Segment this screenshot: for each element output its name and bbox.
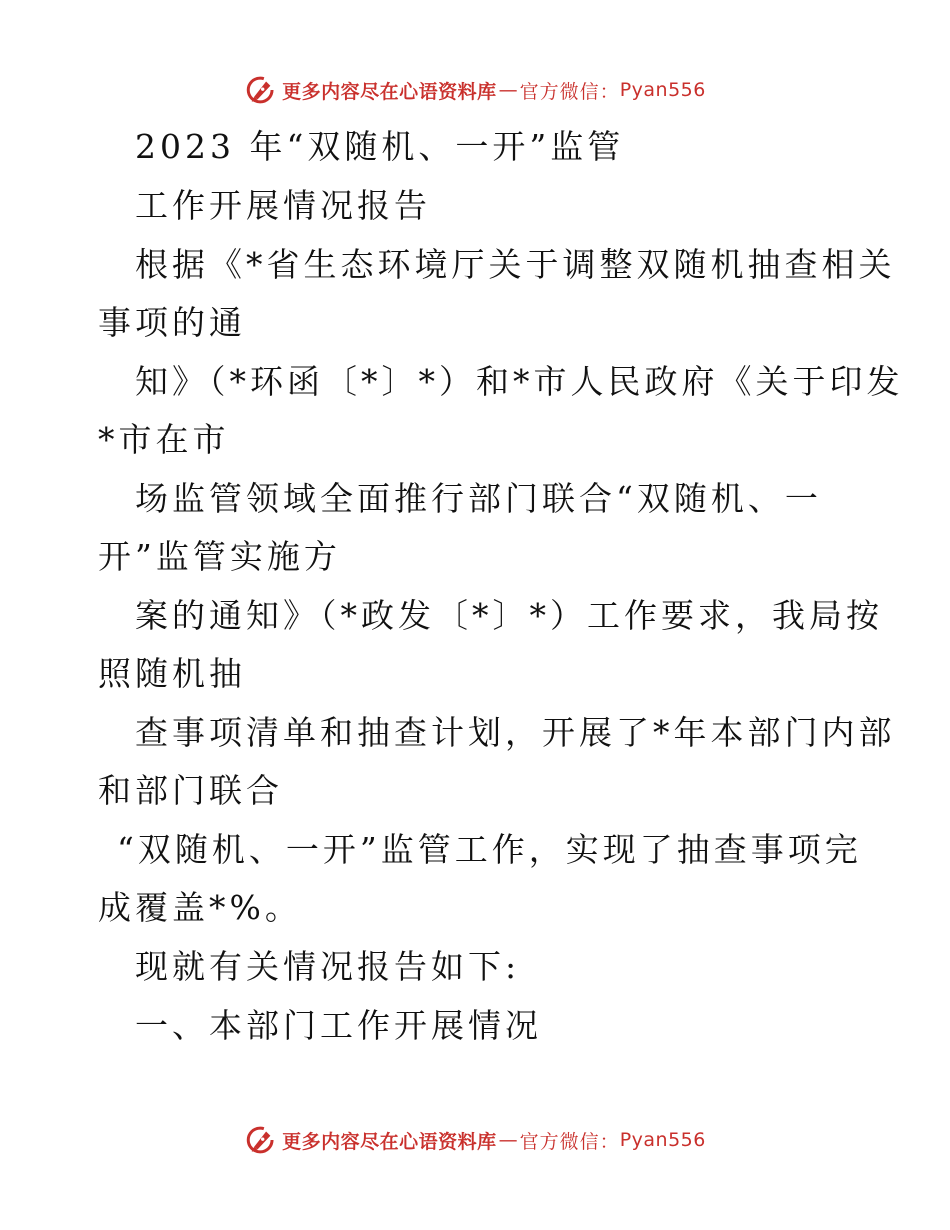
pen-nib-logo-icon [244,1123,278,1157]
paragraph-line: 照随机抽 [98,654,246,693]
paragraph-line: 案的通知》（*政发〔*〕*）工作要求，我局按 [135,596,883,635]
watermark-wechat-id: Pyan556 [619,1129,706,1151]
paragraph-line: 查事项清单和抽查计划，开展了*年本部门内部 [135,713,896,752]
paragraph-line: 开”监管实施方 [98,537,341,576]
document-title-line-1: 2023 年“双随机、一开”监管 [135,127,625,166]
watermark-label: 官方微信： [519,1130,620,1153]
watermark-dash: — [498,79,518,101]
paragraph-line: “双随机、一开”监管工作，实现了抽查事项完 [117,830,862,869]
footer-watermark [0,1122,950,1158]
watermark-label: 官方微信： [519,80,620,103]
paragraph-line: 现就有关情况报告如下: [135,947,521,986]
document-title-line-2: 工作开展情况报告 [135,186,431,225]
paragraph-line: 成覆盖*%。 [98,888,302,927]
watermark-wechat-id: Pyan556 [619,79,706,101]
section-heading: 一、本部门工作开展情况 [135,1006,542,1045]
paragraph-line: 场监管领域全面推行部门联合“双随机、一 [135,479,822,518]
paragraph-line: 和部门联合 [98,771,283,810]
watermark-dash: — [498,1129,518,1151]
paragraph-line: *市在市 [98,420,230,459]
watermark-brand-text: 更多内容尽在心语资料库 [282,80,497,103]
watermark-brand-text: 更多内容尽在心语资料库 [282,1130,497,1153]
header-watermark [0,72,950,108]
paragraph-line: 事项的通 [98,303,246,342]
paragraph-line: 根据《*省生态环境厅关于调整双随机抽查相关 [135,245,896,284]
paragraph-line: 知》（*环函〔*〕*）和*市人民政府《关于印发 [135,362,904,401]
pen-nib-logo-icon [244,73,278,107]
